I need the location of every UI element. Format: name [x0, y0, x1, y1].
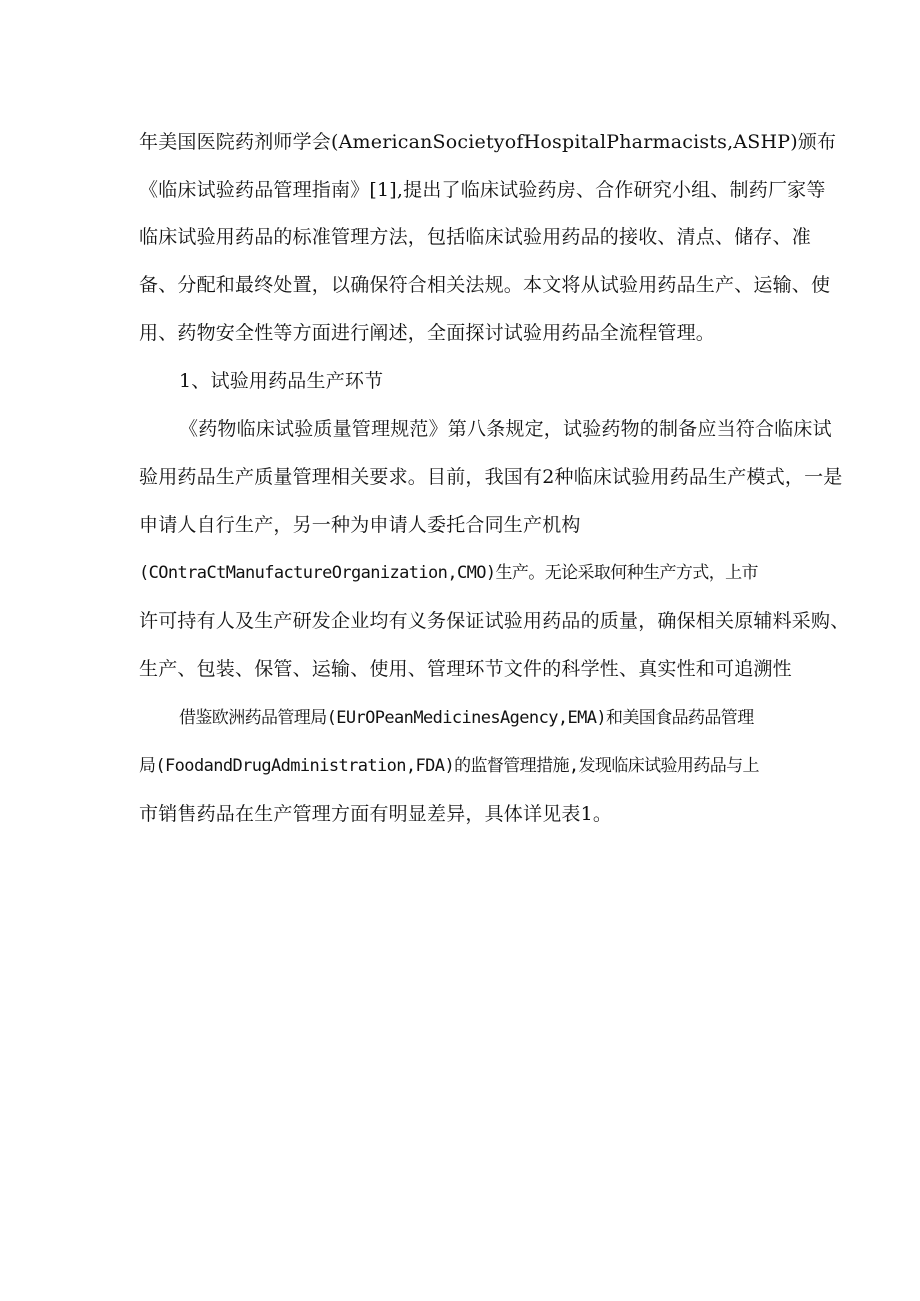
- paragraph-3-line-3: 市销售药品在生产管理方面有明显差异，具体详见表1。: [139, 803, 613, 825]
- paragraph-1-line-1: 年美国医院药剂师学会(AmericanSocietyofHospitalPharmacists,ASHP)颁布: [139, 131, 837, 153]
- paragraph-2-line-3: 申请人自行生产，另一种为申请人委托合同生产机构: [139, 514, 581, 536]
- section-heading: 1、试验用药品生产环节: [179, 370, 384, 392]
- paragraph-1-line-5: 用、药物安全性等方面进行阐述，全面探讨试验用药品全流程管理。: [139, 322, 716, 344]
- paragraph-1-line-4: 备、分配和最终处置，以确保符合相关法规。本文将从试验用药品生产、运输、使: [139, 274, 831, 296]
- paragraph-2-line-1: 《药物临床试验质量管理规范》第八条规定，试验药物的制备应当符合临床试: [179, 418, 832, 440]
- paragraph-2-line-4: (COntraCtManufactureOrganization,CMO)生产。无论采取何种生产方式，上市: [139, 563, 758, 583]
- paragraph-2-line-6: 生产、包装、保管、运输、使用、管理环节文件的科学性、真实性和可追溯性: [139, 658, 792, 680]
- paragraph-2-line-2: 验用药品生产质量管理相关要求。目前，我国有2种临床试验用药品生产模式，一是: [139, 466, 843, 488]
- paragraph-1-line-3: 临床试验用药品的标准管理方法，包括临床试验用药品的接收、清点、储存、准: [139, 226, 812, 248]
- paragraph-3-line-1: 借鉴欧洲药品管理局(EUrOPeanMedicinesAgency,EMA)和美国食品药品管理: [179, 708, 754, 728]
- paragraph-1-line-2: 《临床试验药品管理指南》[1],提出了临床试验药房、合作研究小组、制药厂家等: [139, 179, 826, 201]
- paragraph-2-line-5: 许可持有人及生产研发企业均有义务保证试验用药品的质量，确保相关原辅料采购、: [139, 610, 850, 632]
- paragraph-3-line-2: 局(FoodandDrugAdministration,FDA)的监督管理措施,发现临床试验用药品与上: [139, 756, 759, 776]
